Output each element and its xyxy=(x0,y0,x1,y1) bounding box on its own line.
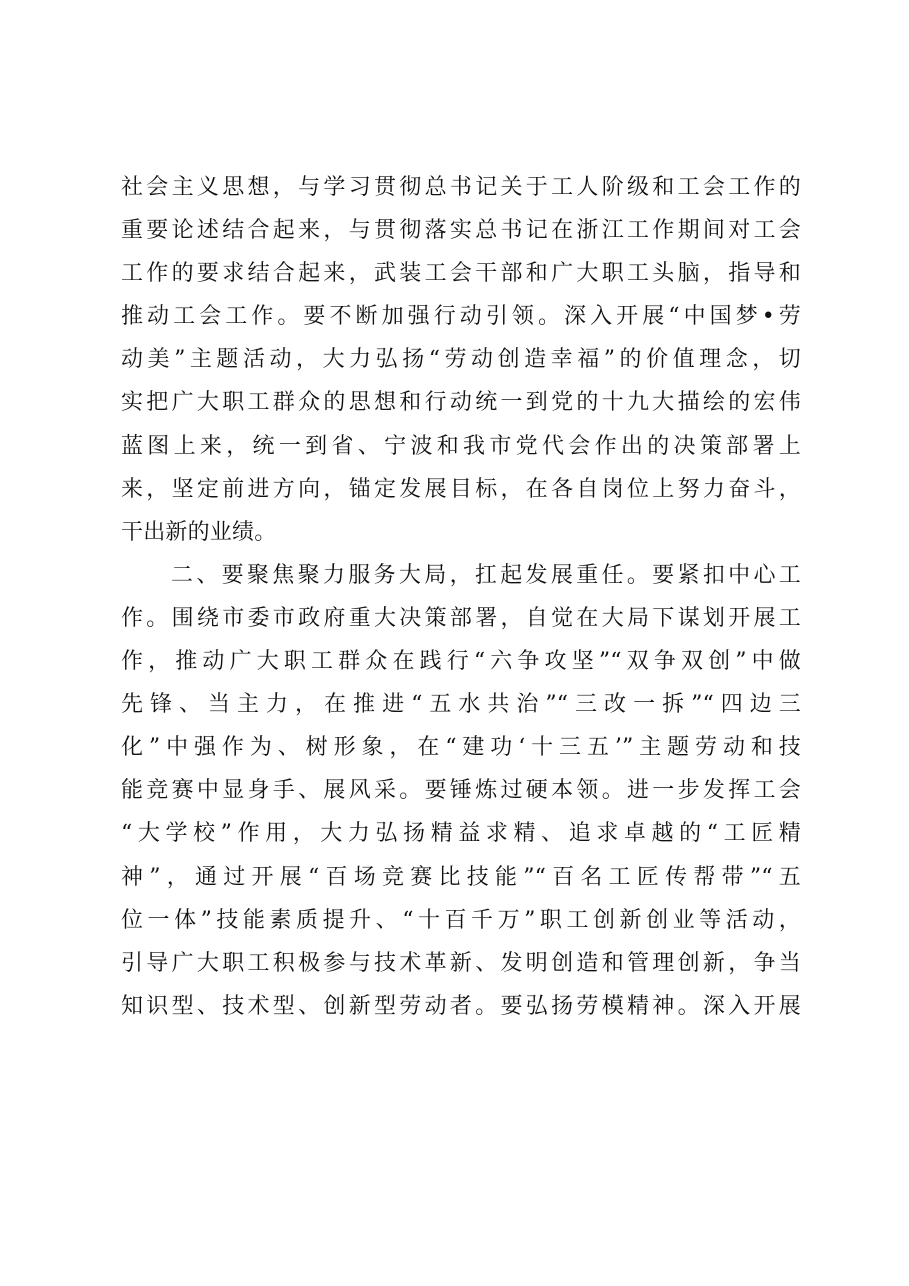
text-line: 引导广大职工积极参与技术革新、发明创造和管理创新，争当 xyxy=(121,950,801,976)
text-line: 先锋、当主力，在推进“五水共治”“三改一拆”“四边三 xyxy=(121,692,801,718)
text-line: 知识型、技术型、创新型劳动者。要弘扬劳模精神。深入开展 xyxy=(121,993,801,1019)
text-line: 重要论述结合起来，与贯彻落实总书记在浙江工作期间对工会 xyxy=(121,218,801,244)
text-line: 蓝图上来，统一到省、宁波和我市党代会作出的决策部署上 xyxy=(121,433,801,459)
paragraph-2 xyxy=(121,554,801,1028)
text-line: 实把广大职工群众的思想和行动统一到党的十九大描绘的宏伟 xyxy=(121,390,801,416)
text-line: 社会主义思想，与学习贯彻总书记关于工人阶级和工会工作的 xyxy=(121,175,801,200)
text-line: 工作的要求结合起来，武装工会干部和广大职工头脑，指导和 xyxy=(121,261,801,287)
text-line: 作。围绕市委市政府重大决策部署，自觉在大局下谋划开展工 xyxy=(121,605,801,631)
text-line: 位一体”技能素质提升、“十百千万”职工创新创业等活动， xyxy=(121,907,801,933)
text-line: 动美”主题活动，大力弘扬“劳动创造幸福”的价值理念，切 xyxy=(121,347,801,373)
text-line: 来，坚定前进方向，锚定发展目标，在各自岗位上努力奋斗， xyxy=(121,476,801,502)
text-line: 作，推动广大职工群众在践行“六争攻坚”“双争双创”中做 xyxy=(121,649,801,675)
text-line: 神”，通过开展“百场竞赛比技能”“百名工匠传帮带”“五 xyxy=(121,864,801,890)
body-text xyxy=(121,166,801,1028)
text-line: 干出新的业绩。 xyxy=(121,519,277,545)
text-line: 二、要聚焦聚力服务大局，扛起发展重任。要紧扣中心工 xyxy=(171,562,801,588)
text-line: 推动工会工作。要不断加强行动引领。深入开展“中国梦•劳 xyxy=(121,304,801,330)
text-line: 化”中强作为、树形象，在“建功‘十三五’”主题劳动和技 xyxy=(121,735,801,761)
text-line: “大学校”作用，大力弘扬精益求精、追求卓越的“工匠精 xyxy=(121,821,801,847)
text-line: 能竞赛中显身手、展风采。要锤炼过硬本领。进一步发挥工会 xyxy=(121,778,801,804)
paragraph-1 xyxy=(121,166,801,554)
